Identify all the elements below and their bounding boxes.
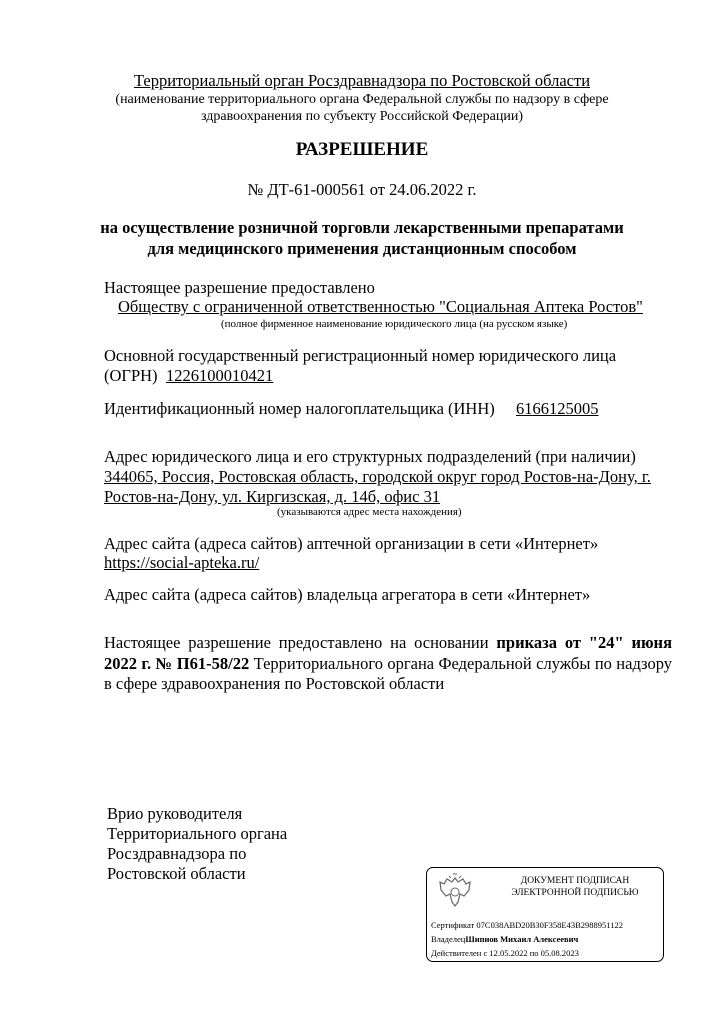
basis-order: приказа от "24" июня 2022 г. № П61-58/22: [104, 633, 672, 673]
address-line-2: Ростов-на-Дону, ул. Киргизская, д. 14б, офис 31: [104, 487, 441, 506]
aggregator-site-label: Адрес сайта (адреса сайтов) владельца агрегатора в сети «Интернет»: [104, 585, 591, 604]
basis-paragraph: [104, 633, 672, 695]
authority-name: Территориальный орган Росздравнадзора по Ростовской области: [133, 71, 591, 90]
coat-of-arms-emblem-icon: [435, 872, 475, 912]
address-note: (указываются адрес места нахождения): [277, 506, 462, 518]
stamp-owner-label: Владелец: [431, 934, 466, 944]
document-number: № ДТ-61-000561 от 24.06.2022 г.: [247, 180, 477, 199]
signatory-line-1: Врио руководителя: [107, 804, 243, 823]
stamp-header: [491, 875, 659, 899]
ogrn-label-line-2: (ОГРН): [104, 366, 158, 385]
stamp-owner-name: Шипиов Михаил Алексеевич: [465, 934, 579, 944]
stamp-header-line-2: ЭЛЕКТРОННОЙ ПОДПИСЬЮ: [511, 888, 639, 898]
granted-label: Настоящее разрешение предоставлено: [104, 278, 375, 297]
authority-note-line-2: здравоохранения по субъекту Российской Федерации): [200, 109, 523, 124]
authority-note-line-1: (наименование территориального органа Федеральной службы по надзору в сфере: [115, 92, 609, 107]
stamp-validity: Действителен с 12.05.2022 по 05.08.2023: [431, 948, 579, 958]
basis-text-start: Настоящее разрешение предоставлено на основании: [104, 633, 497, 652]
document-title: РАЗРЕШЕНИЕ: [295, 139, 429, 160]
company-name: Обществу с ограниченной ответственностью "Социальная Аптека Ростов": [118, 297, 643, 316]
address-line-1: 344065, Россия, Ростовская область, городской округ город Ростов-на-Дону, г.: [104, 467, 651, 486]
stamp-certificate: Сертификат 07C038ABD20B30F358E43B2988951122: [431, 920, 623, 930]
pharmacy-site-label: Адрес сайта (адреса сайтов) аптечной организации в сети «Интернет»: [104, 534, 599, 553]
inn-value: 6166125005: [516, 399, 599, 418]
stamp-header-line-1: ДОКУМЕНТ ПОДПИСАН: [520, 876, 630, 886]
inn-label: Идентификационный номер налогоплательщика (ИНН): [104, 399, 495, 418]
basis-text-end: Территориального органа Федеральной службы по надзору в сфере здравоохранения по Ростовской области: [104, 653, 672, 693]
electronic-signature-stamp: [426, 867, 664, 962]
document-subject-line-1: на осуществление розничной торговли лекарственными препаратами: [100, 218, 624, 237]
address-label: Адрес юридического лица и его структурных подразделений (при наличии): [104, 447, 636, 466]
pharmacy-site-link[interactable]: https://social-apteka.ru/: [104, 553, 260, 572]
signatory-line-4: Ростовской области: [107, 864, 246, 883]
signatory-line-2: Территориального органа: [107, 824, 288, 843]
stamp-owner-row: [431, 934, 578, 945]
ogrn-label-line-1: Основной государственный регистрационный номер юридического лица: [104, 346, 617, 365]
ogrn-value: 1226100010421: [166, 366, 274, 385]
company-note: (полное фирменное наименование юридического лица (на русском языке): [221, 318, 568, 330]
document-subject-line-2: для медицинского применения дистанционным способом: [147, 239, 577, 258]
signatory-line-3: Росздравнадзора по: [107, 844, 247, 863]
